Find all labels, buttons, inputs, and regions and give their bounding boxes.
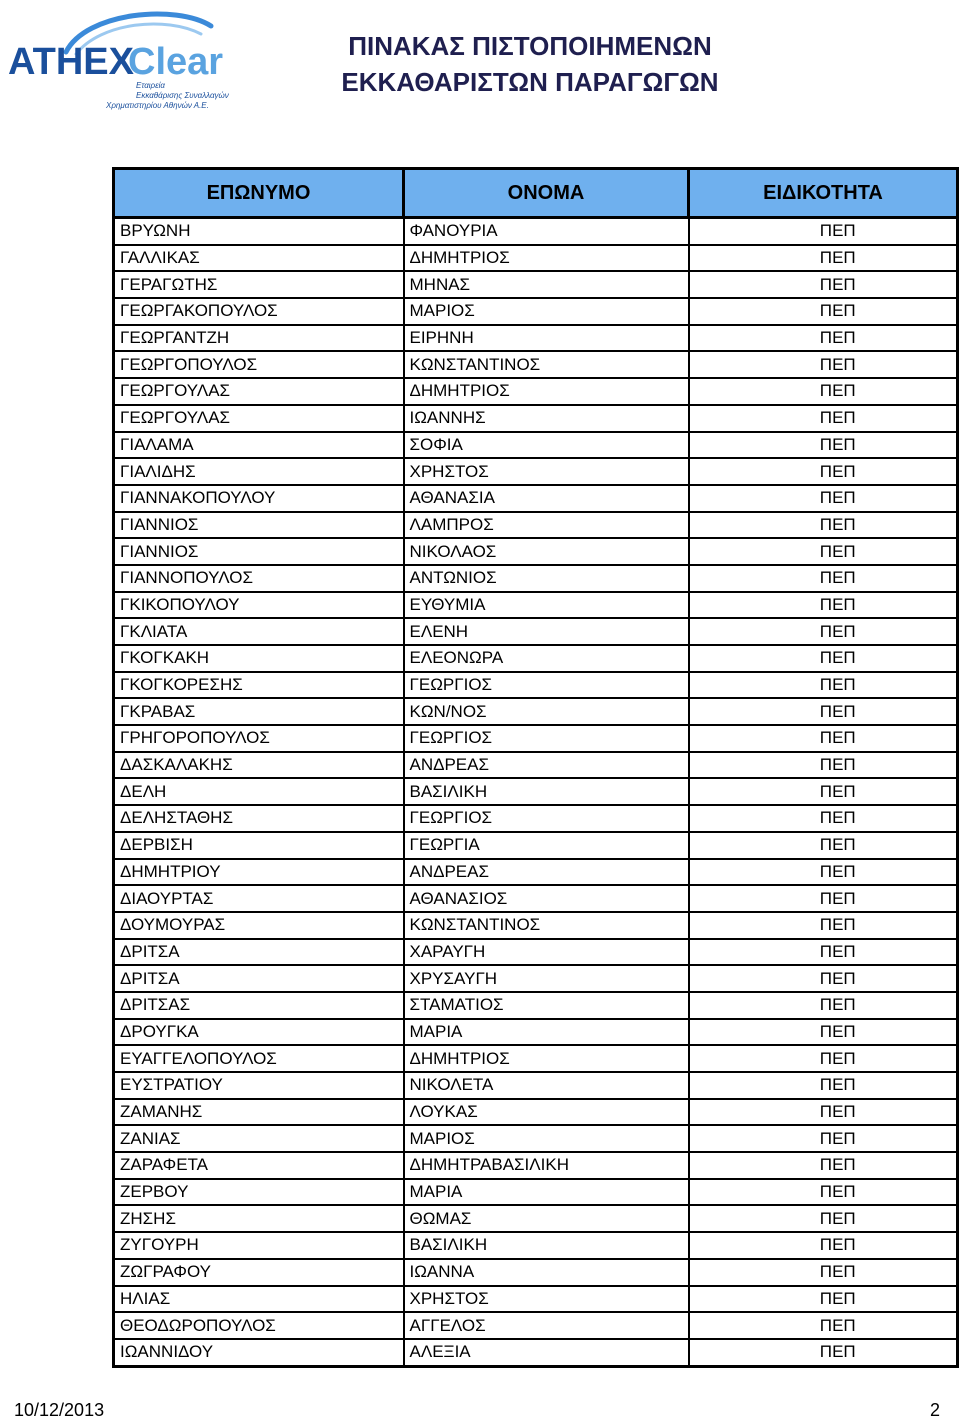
table-row xyxy=(114,1205,958,1232)
cell-name: ΓΕΩΡΓΙΟΣ xyxy=(404,725,689,752)
cell-specialty: ΠΕΠ xyxy=(689,1125,958,1152)
cell-surname: ΖΑΜΑΝΗΣ xyxy=(114,1099,404,1126)
cell-specialty: ΠΕΠ xyxy=(689,218,958,245)
cell-name: ΓΕΩΡΓΙΟΣ xyxy=(404,672,689,699)
cell-surname: ΔΙΑΟΥΡΤΑΣ xyxy=(114,885,404,912)
header-surname: ΕΠΩΝΥΜΟ xyxy=(114,169,404,218)
cell-specialty: ΠΕΠ xyxy=(689,432,958,459)
cell-surname: ΕΥΑΓΓΕΛΟΠΟΥΛΟΣ xyxy=(114,1045,404,1072)
cell-specialty: ΠΕΠ xyxy=(689,672,958,699)
cell-name: ΧΑΡΑΥΓΗ xyxy=(404,939,689,966)
table-header xyxy=(114,169,958,218)
cell-specialty: ΠΕΠ xyxy=(689,992,958,1019)
table-body xyxy=(114,218,958,1367)
cell-surname: ΓΚΟΓΚΟΡΕΣΗΣ xyxy=(114,672,404,699)
footer-date: 10/12/2013 xyxy=(14,1400,105,1420)
page-number: 2 xyxy=(929,1400,940,1420)
table-row xyxy=(114,405,958,432)
cell-specialty: ΠΕΠ xyxy=(689,351,958,378)
logo-sub0-text: Εταιρεία xyxy=(136,81,165,90)
cell-surname: ΖΩΓΡΑΦΟΥ xyxy=(114,1259,404,1286)
cell-surname: ΖΗΣΗΣ xyxy=(114,1205,404,1232)
cell-specialty: ΠΕΠ xyxy=(689,1019,958,1046)
cell-name: ΛΟΥΚΑΣ xyxy=(404,1099,689,1126)
table-row xyxy=(114,1019,958,1046)
cell-surname: ΔΑΣΚΑΛΑΚΗΣ xyxy=(114,752,404,779)
table-row xyxy=(114,298,958,325)
cell-name: ΕΛΕΝΗ xyxy=(404,618,689,645)
cell-name: ΛΑΜΠΡΟΣ xyxy=(404,512,689,539)
table-row xyxy=(114,645,958,672)
cell-name: ΑΘΑΝΑΣΙΑ xyxy=(404,485,689,512)
table-row xyxy=(114,618,958,645)
cell-surname: ΔΡΙΤΣΑ xyxy=(114,939,404,966)
athexclear-logo xyxy=(6,4,256,114)
table-row xyxy=(114,512,958,539)
table-row xyxy=(114,565,958,592)
cell-surname: ΓΚΙΚΟΠΟΥΛΟΥ xyxy=(114,592,404,619)
cell-specialty: ΠΕΠ xyxy=(689,1152,958,1179)
cell-name: ΔΗΜΗΤΡΙΟΣ xyxy=(404,245,689,272)
cell-specialty: ΠΕΠ xyxy=(689,378,958,405)
table-row xyxy=(114,805,958,832)
cell-specialty: ΠΕΠ xyxy=(689,1339,958,1366)
logo-sub2-text: Χρηματιστηρίου Αθηνών Α.Ε. xyxy=(106,101,209,110)
cell-name: ΧΡΥΣΑΥΓΗ xyxy=(404,965,689,992)
cell-specialty: ΠΕΠ xyxy=(689,698,958,725)
table-row xyxy=(114,725,958,752)
document-title xyxy=(300,28,760,100)
cell-surname: ΓΕΩΡΓΑΚΟΠΟΥΛΟΣ xyxy=(114,298,404,325)
table-row xyxy=(114,1125,958,1152)
header-specialty: ΕΙΔΙΚΟΤΗΤΑ xyxy=(689,169,958,218)
table-row xyxy=(114,1312,958,1339)
cell-surname: ΔΗΜΗΤΡΙΟΥ xyxy=(114,859,404,886)
cell-name: ΑΘΑΝΑΣΙΟΣ xyxy=(404,885,689,912)
cell-surname: ΕΥΣΤΡΑΤΙΟΥ xyxy=(114,1072,404,1099)
table-row xyxy=(114,832,958,859)
cell-specialty: ΠΕΠ xyxy=(689,1286,958,1313)
cell-name: ΒΑΣΙΛΙΚΗ xyxy=(404,778,689,805)
table-row xyxy=(114,1045,958,1072)
table-row xyxy=(114,592,958,619)
cell-name: ΣΤΑΜΑΤΙΟΣ xyxy=(404,992,689,1019)
cell-name: ΜΑΡΙΟΣ xyxy=(404,1125,689,1152)
cell-specialty: ΠΕΠ xyxy=(689,565,958,592)
cell-specialty: ΠΕΠ xyxy=(689,859,958,886)
cell-name: ΝΙΚΟΛΕΤΑ xyxy=(404,1072,689,1099)
cell-specialty: ΠΕΠ xyxy=(689,1312,958,1339)
table-row xyxy=(114,885,958,912)
cell-name: ΓΕΩΡΓΙΟΣ xyxy=(404,805,689,832)
table-row xyxy=(114,1179,958,1206)
table-row xyxy=(114,1259,958,1286)
table-row xyxy=(114,325,958,352)
cell-name: ΑΓΓΕΛΟΣ xyxy=(404,1312,689,1339)
cell-surname: ΓΡΗΓΟΡΟΠΟΥΛΟΣ xyxy=(114,725,404,752)
cell-name: ΔΗΜΗΤΡΙΟΣ xyxy=(404,1045,689,1072)
certified-clearers-table xyxy=(112,167,956,1368)
cell-name: ΦΑΝΟΥΡΙΑ xyxy=(404,218,689,245)
table-row xyxy=(114,912,958,939)
cell-specialty: ΠΕΠ xyxy=(689,1205,958,1232)
cell-surname: ΓΙΑΝΝΟΠΟΥΛΟΣ xyxy=(114,565,404,592)
cell-name: ΝΙΚΟΛΑΟΣ xyxy=(404,538,689,565)
cell-specialty: ΠΕΠ xyxy=(689,832,958,859)
cell-specialty: ΠΕΠ xyxy=(689,405,958,432)
cell-specialty: ΠΕΠ xyxy=(689,458,958,485)
table-row xyxy=(114,698,958,725)
cell-specialty: ΠΕΠ xyxy=(689,778,958,805)
cell-surname: ΓΕΩΡΓΟΥΛΑΣ xyxy=(114,405,404,432)
table-row xyxy=(114,1232,958,1259)
cell-name: ΒΑΣΙΛΙΚΗ xyxy=(404,1232,689,1259)
cell-name: ΚΩΝ/ΝΟΣ xyxy=(404,698,689,725)
logo-clear-text: Clear xyxy=(128,41,224,83)
cell-name: ΚΩΝΣΤΑΝΤΙΝΟΣ xyxy=(404,351,689,378)
cell-name: ΕΛΕΟΝΩΡΑ xyxy=(404,645,689,672)
cell-specialty: ΠΕΠ xyxy=(689,1259,958,1286)
cell-surname: ΖΥΓΟΥΡΗ xyxy=(114,1232,404,1259)
cell-specialty: ΠΕΠ xyxy=(689,245,958,272)
cell-specialty: ΠΕΠ xyxy=(689,912,958,939)
table-row xyxy=(114,1339,958,1366)
cell-name: ΑΝΔΡΕΑΣ xyxy=(404,859,689,886)
cell-name: ΑΛΕΞΙΑ xyxy=(404,1339,689,1366)
cell-surname: ΓΙΑΛΑΜΑ xyxy=(114,432,404,459)
cell-specialty: ΠΕΠ xyxy=(689,1072,958,1099)
cell-surname: ΔΕΡΒΙΣΗ xyxy=(114,832,404,859)
cell-surname: ΖΕΡΒΟΥ xyxy=(114,1179,404,1206)
cell-surname: ΔΟΥΜΟΥΡΑΣ xyxy=(114,912,404,939)
cell-specialty: ΠΕΠ xyxy=(689,752,958,779)
table-row xyxy=(114,218,958,245)
cell-surname: ΔΡΟΥΓΚΑ xyxy=(114,1019,404,1046)
cell-name: ΙΩΑΝΝΑ xyxy=(404,1259,689,1286)
table-row xyxy=(114,458,958,485)
cell-surname: ΔΕΛΗ xyxy=(114,778,404,805)
cell-surname: ΓΕΩΡΓΟΥΛΑΣ xyxy=(114,378,404,405)
cell-specialty: ΠΕΠ xyxy=(689,645,958,672)
table-row xyxy=(114,992,958,1019)
table-row xyxy=(114,1286,958,1313)
table-row xyxy=(114,378,958,405)
cell-specialty: ΠΕΠ xyxy=(689,885,958,912)
cell-name: ΕΥΘΥΜΙΑ xyxy=(404,592,689,619)
cell-name: ΔΗΜΗΤΡΙΟΣ xyxy=(404,378,689,405)
cell-specialty: ΠΕΠ xyxy=(689,939,958,966)
table-row xyxy=(114,939,958,966)
header-name: ΟΝΟΜΑ xyxy=(404,169,689,218)
logo-sub1-text: Εκκαθάρισης Συναλλαγών xyxy=(136,91,229,100)
cell-specialty: ΠΕΠ xyxy=(689,1232,958,1259)
cell-surname: ΓΙΑΝΝΙΟΣ xyxy=(114,512,404,539)
cell-specialty: ΠΕΠ xyxy=(689,298,958,325)
table-row xyxy=(114,859,958,886)
cell-specialty: ΠΕΠ xyxy=(689,1099,958,1126)
table-row xyxy=(114,538,958,565)
cell-specialty: ΠΕΠ xyxy=(689,1045,958,1072)
cell-name: ΓΕΩΡΓΙΑ xyxy=(404,832,689,859)
cell-surname: ΓΕΡΑΓΩΤΗΣ xyxy=(114,271,404,298)
cell-surname: ΖΑΝΙΑΣ xyxy=(114,1125,404,1152)
table-row xyxy=(114,965,958,992)
cell-surname: ΒΡΥΩΝΗ xyxy=(114,218,404,245)
table-row xyxy=(114,351,958,378)
cell-specialty: ΠΕΠ xyxy=(689,1179,958,1206)
table-row xyxy=(114,432,958,459)
logo-athex-text: ATHEX xyxy=(8,41,134,83)
cell-surname: ΔΕΛΗΣΤΑΘΗΣ xyxy=(114,805,404,832)
cell-name: ΙΩΑΝΝΗΣ xyxy=(404,405,689,432)
cell-name: ΧΡΗΣΤΟΣ xyxy=(404,458,689,485)
cell-surname: ΗΛΙΑΣ xyxy=(114,1286,404,1313)
table xyxy=(112,167,959,1368)
cell-name: ΣΟΦΙΑ xyxy=(404,432,689,459)
cell-specialty: ΠΕΠ xyxy=(689,965,958,992)
table-row xyxy=(114,245,958,272)
cell-name: ΧΡΗΣΤΟΣ xyxy=(404,1286,689,1313)
cell-surname: ΓΕΩΡΓΑΝΤΖΗ xyxy=(114,325,404,352)
table-row xyxy=(114,1152,958,1179)
cell-name: ΚΩΝΣΤΑΝΤΙΝΟΣ xyxy=(404,912,689,939)
table-row xyxy=(114,1099,958,1126)
cell-specialty: ΠΕΠ xyxy=(689,325,958,352)
table-row xyxy=(114,271,958,298)
cell-specialty: ΠΕΠ xyxy=(689,538,958,565)
cell-surname: ΓΚΡΑΒΑΣ xyxy=(114,698,404,725)
cell-specialty: ΠΕΠ xyxy=(689,805,958,832)
title-line-2: ΕΚΚΑΘΑΡΙΣΤΩΝ ΠΑΡΑΓΩΓΩΝ xyxy=(341,67,719,97)
cell-specialty: ΠΕΠ xyxy=(689,271,958,298)
table-row xyxy=(114,778,958,805)
table-row xyxy=(114,752,958,779)
cell-surname: ΔΡΙΤΣΑΣ xyxy=(114,992,404,1019)
cell-specialty: ΠΕΠ xyxy=(689,725,958,752)
cell-specialty: ΠΕΠ xyxy=(689,485,958,512)
cell-name: ΘΩΜΑΣ xyxy=(404,1205,689,1232)
cell-name: ΑΝΔΡΕΑΣ xyxy=(404,752,689,779)
cell-surname: ΓΑΛΛΙΚΑΣ xyxy=(114,245,404,272)
cell-specialty: ΠΕΠ xyxy=(689,592,958,619)
cell-surname: ΘΕΟΔΩΡΟΠΟΥΛΟΣ xyxy=(114,1312,404,1339)
cell-name: ΜΗΝΑΣ xyxy=(404,271,689,298)
cell-surname: ΓΚΛΙΑΤΑ xyxy=(114,618,404,645)
cell-name: ΜΑΡΙΑ xyxy=(404,1179,689,1206)
cell-specialty: ΠΕΠ xyxy=(689,512,958,539)
cell-surname: ΔΡΙΤΣΑ xyxy=(114,965,404,992)
cell-name: ΜΑΡΙΑ xyxy=(404,1019,689,1046)
cell-surname: ΓΙΑΝΝΑΚΟΠΟΥΛΟΥ xyxy=(114,485,404,512)
cell-name: ΕΙΡΗΝΗ xyxy=(404,325,689,352)
cell-name: ΜΑΡΙΟΣ xyxy=(404,298,689,325)
logo-graphic xyxy=(6,4,256,114)
cell-name: ΔΗΜΗΤΡΑΒΑΣΙΛΙΚΗ xyxy=(404,1152,689,1179)
cell-specialty: ΠΕΠ xyxy=(689,618,958,645)
cell-name: ΑΝΤΩΝΙΟΣ xyxy=(404,565,689,592)
cell-surname: ΙΩΑΝΝΙΔΟΥ xyxy=(114,1339,404,1366)
cell-surname: ΓΕΩΡΓΟΠΟΥΛΟΣ xyxy=(114,351,404,378)
cell-surname: ΓΚΟΓΚΑΚΗ xyxy=(114,645,404,672)
title-line-1: ΠΙΝΑΚΑΣ ΠΙΣΤΟΠΟΙΗΜΕΝΩΝ xyxy=(348,31,712,61)
cell-surname: ΓΙΑΛΙΔΗΣ xyxy=(114,458,404,485)
cell-surname: ΖΑΡΑΦΕΤΑ xyxy=(114,1152,404,1179)
table-row xyxy=(114,1072,958,1099)
table-row xyxy=(114,672,958,699)
table-row xyxy=(114,485,958,512)
cell-surname: ΓΙΑΝΝΙΟΣ xyxy=(114,538,404,565)
